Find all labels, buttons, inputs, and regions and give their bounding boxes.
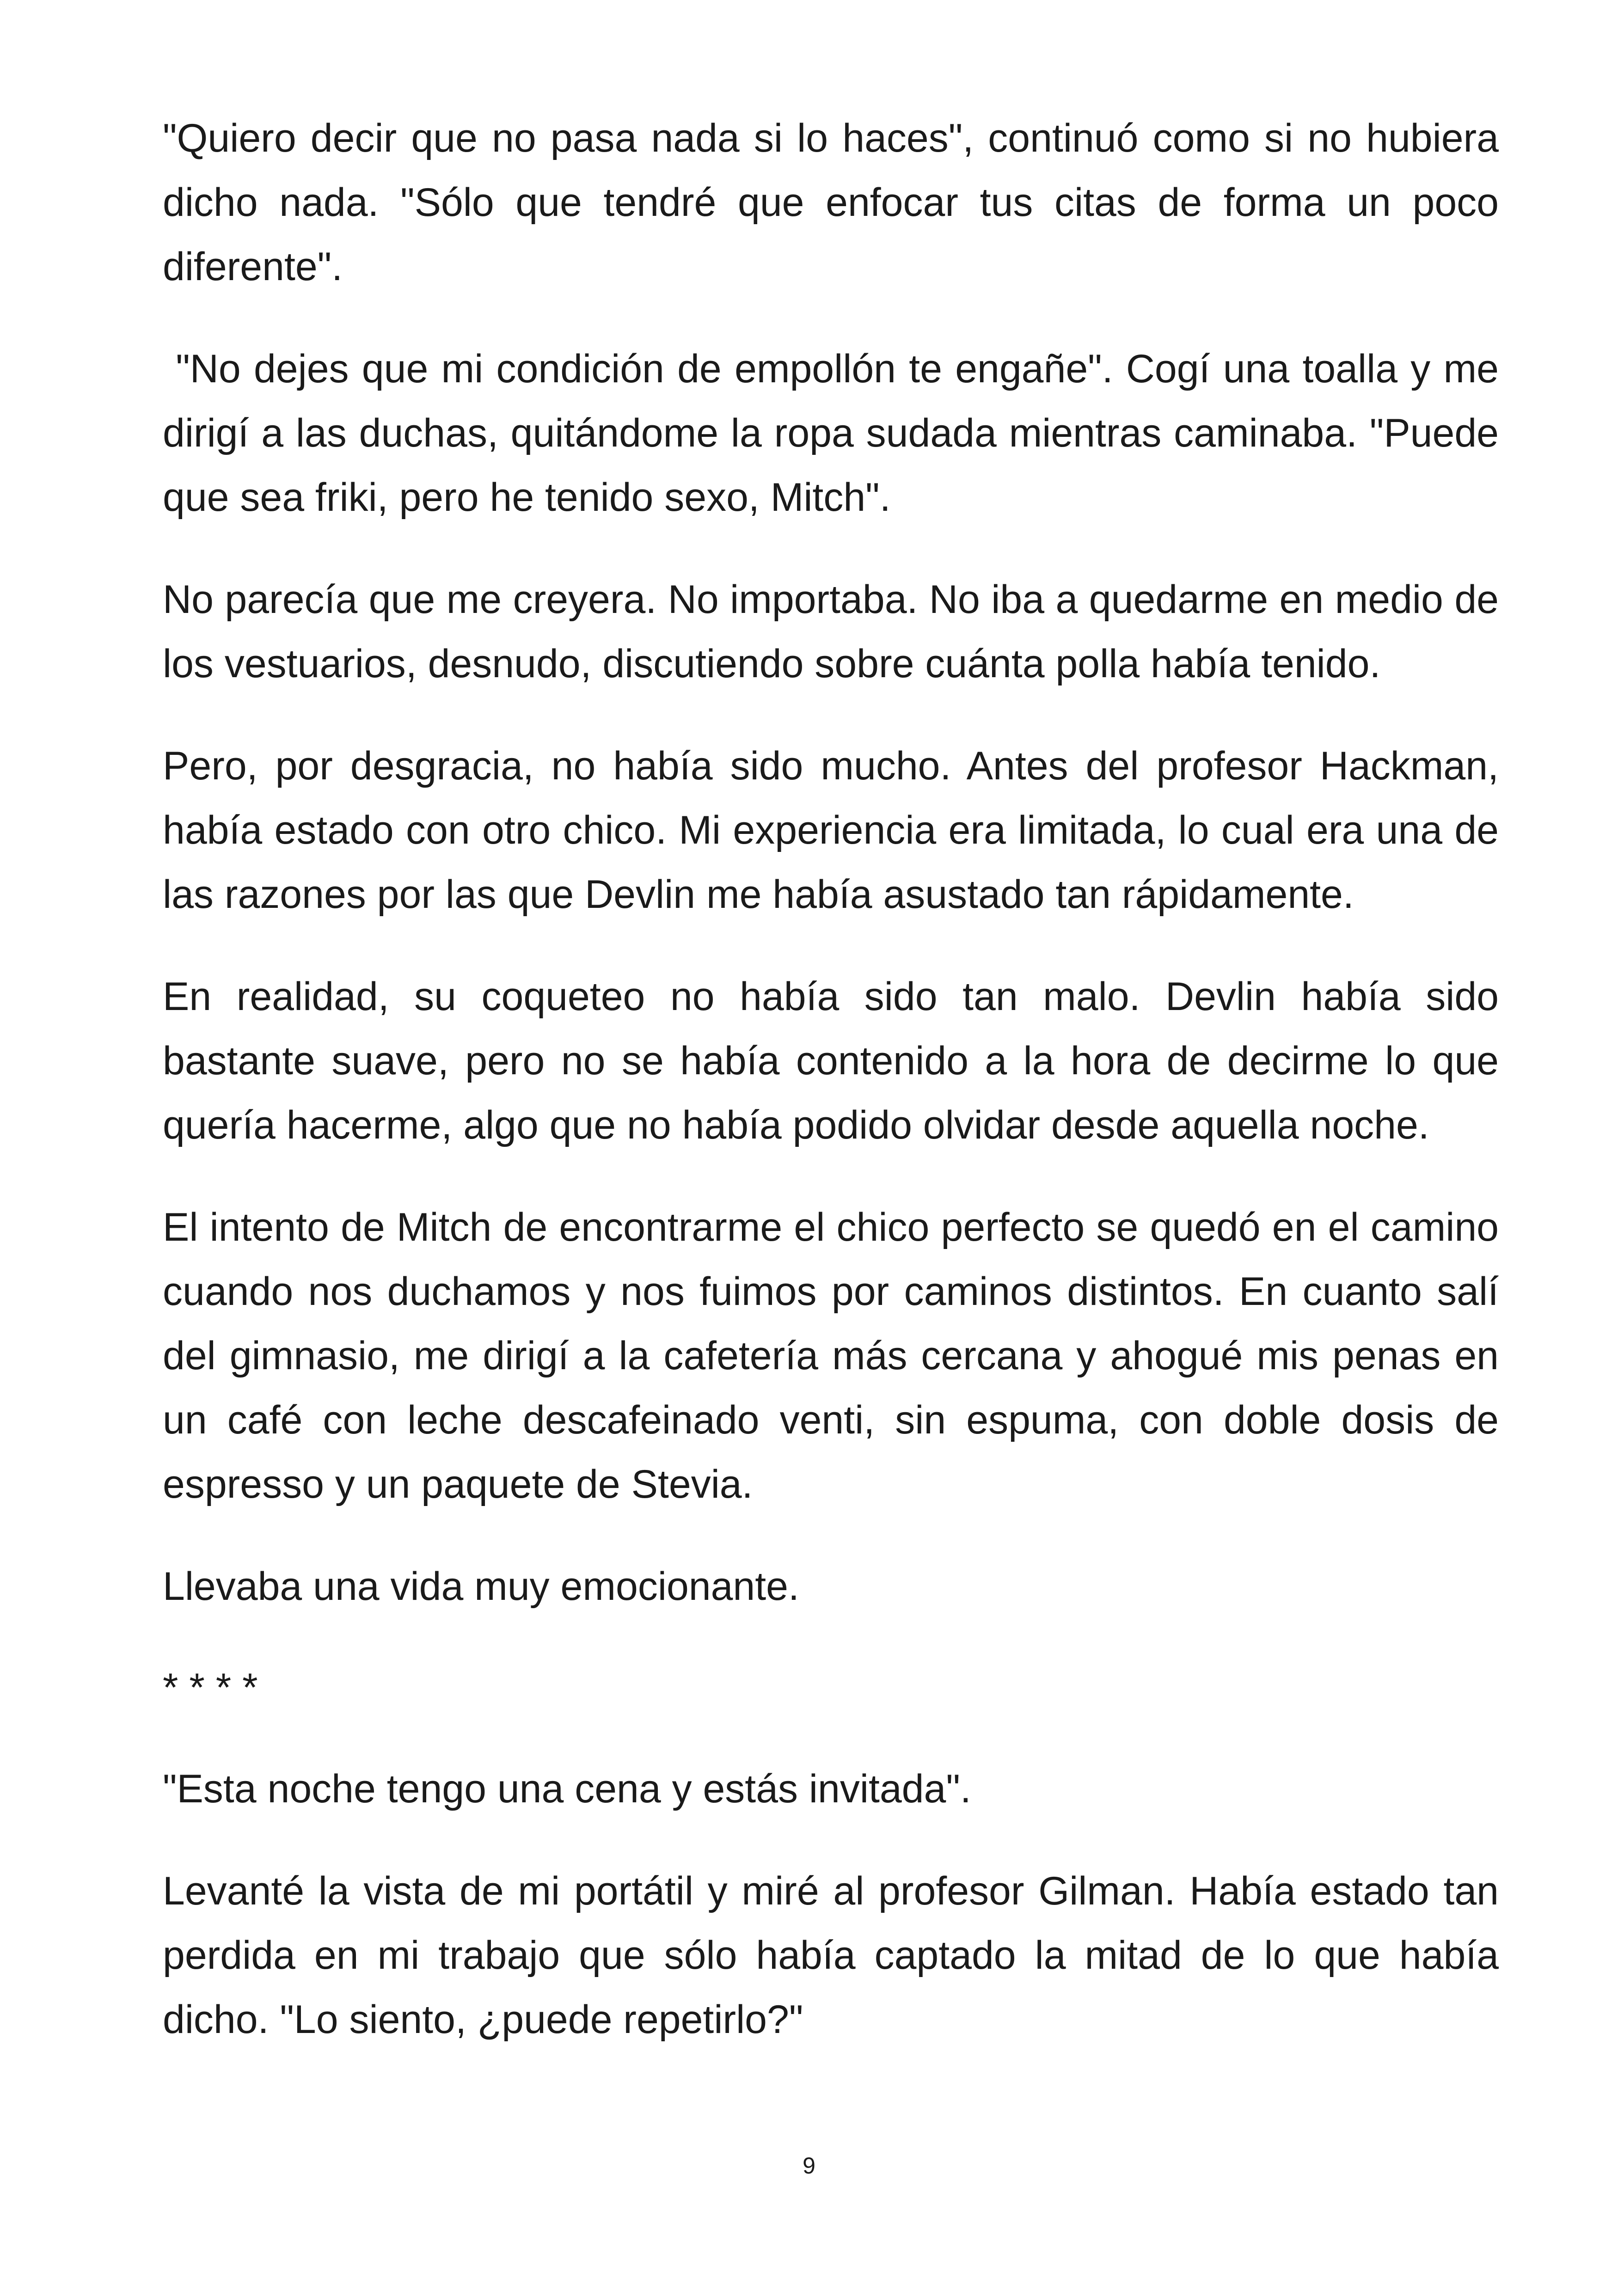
paragraph: Levanté la vista de mi portátil y miré al profesor Gilman. Había estado tan perdida en mi trabajo que sólo había captado la mitad de lo que había dicho. "Lo siento, ¿puede repetirlo?"	[163, 1869, 1499, 2042]
scene-break: * * * *	[163, 1665, 258, 1710]
paragraph: En realidad, su coqueteo no había sido tan malo. Devlin había sido bastante suave, pero no se había contenido a la hora de decirme lo que quería hacerme, algo que no había podido olvidar desde aquella noche.	[163, 974, 1499, 1147]
body-text	[163, 106, 1510, 2090]
page-number: 9	[803, 2153, 815, 2179]
paragraph: Llevaba una vida muy emocionante.	[163, 1564, 799, 1609]
paragraph: "Quiero decir que no pasa nada si lo haces", continuó como si no hubiera dicho nada. "Sólo que tendré que enfocar tus citas de forma un poco diferente".	[163, 116, 1499, 289]
paragraph: "Esta noche tengo una cena y estás invitada".	[163, 1767, 971, 1811]
paragraph: No parecía que me creyera. No importaba. No iba a quedarme en medio de los vestuarios, desnudo, discutiendo sobre cuánta polla había tenido.	[163, 577, 1499, 686]
paragraph: Pero, por desgracia, no había sido mucho. Antes del profesor Hackman, había estado con otro chico. Mi experiencia era limitada, lo cual era una de las razones por las que Devlin me había asustado tan rápidamente.	[163, 744, 1499, 917]
paragraph: El intento de Mitch de encontrarme el chico perfecto se quedó en el camino cuando nos duchamos y nos fuimos por caminos distintos. En cuanto salí del gimnasio, me dirigí a la cafetería más cercana y ahogué mis penas en un café con leche descafeinado venti, sin espuma, con doble dosis de espresso y un paquete de Stevia.	[163, 1205, 1499, 1506]
paragraph: "No dejes que mi condición de empollón te engañe". Cogí una toalla y me dirigí a las duchas, quitándome la ropa sudada mientras caminaba. "Puede que sea friki, pero he tenido sexo, Mitch".	[163, 347, 1510, 520]
